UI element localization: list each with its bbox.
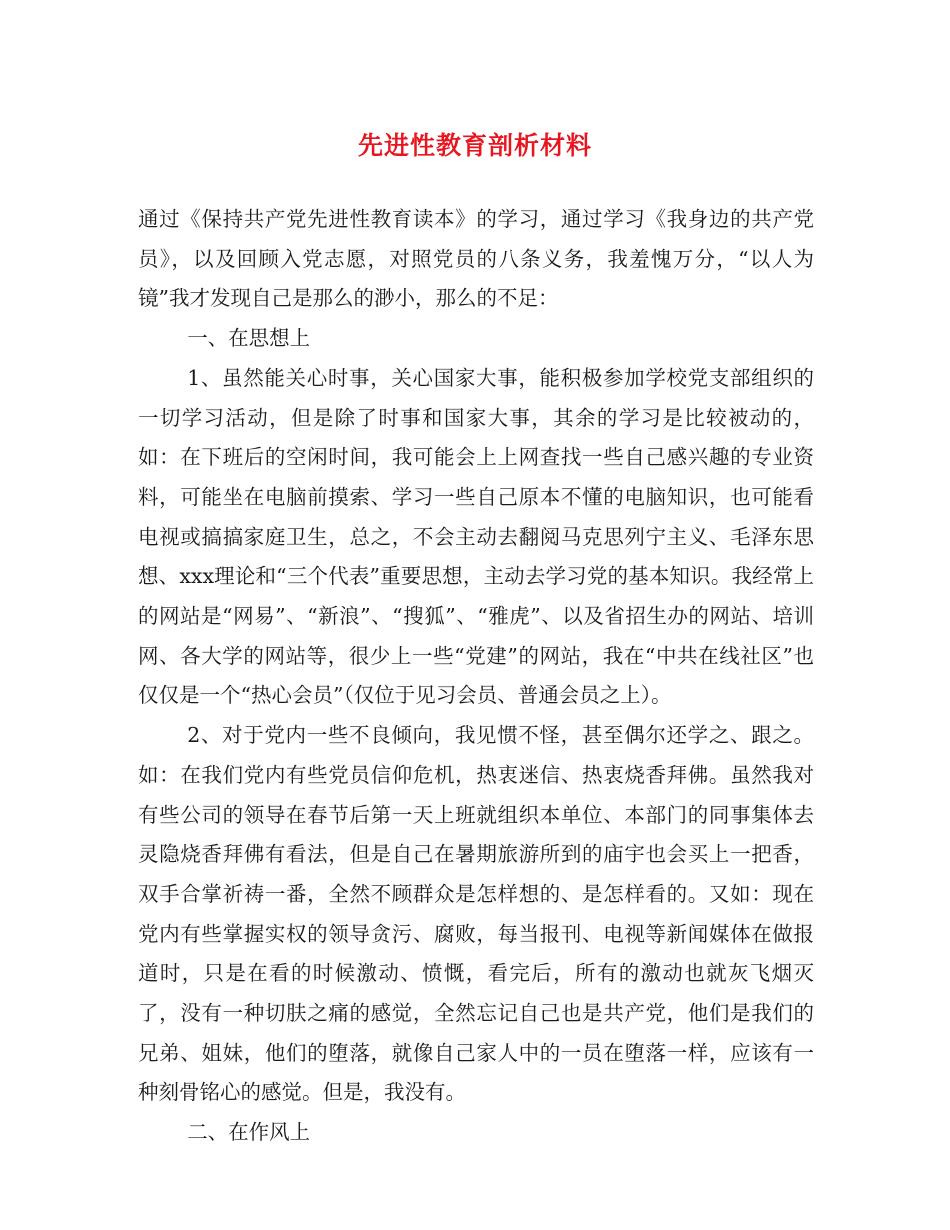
intro-paragraph: 通过《保持共产党先进性教育读本》的学习，通过学习《我身边的共产党员》，以及回顾入党志愿，对照党员的八条义务，我羞愧万分，“以人为镜”我才发现自己是那么的渺小，那么的不足： bbox=[138, 207, 814, 311]
paragraph-point-1: 1、虽然能关心时事，关心国家大事，能积极参加学校党支部组织的一切学习活动，但是除了时事和国家大事，其余的学习是比较被动的，如：在下班后的空闲时间，我可能会上上网查找一些自己感兴趣的专业资料，可能坐在电脑前摸索、学习一些自己原本不懂的电脑知识，也可能看电视或搞搞家庭卫生，总之，不会主动去翻阅马克思列宁主义、毛泽东思想、xxx理论和“三个代表”重要思想，主动去学习党的基本知识。我经常上的网站是“网易”、“新浪”、“搜狐”、“雅虎”、以及省招生办的网站、培训网、各大学的网站等，很少上一些“党建”的网站，我在“中共在线社区”也仅仅是一个“热心会员”（仅位于见习会员、普通会员之上）。 bbox=[138, 365, 814, 708]
section-heading-style: 二、在作风上 bbox=[187, 1120, 311, 1145]
paragraph-point-2: 2、对于党内一些不良倾向，我见惯不怪，甚至偶尔还学之、跟之。如：在我们党内有些党员信仰危机，热衷迷信、热衷烧香拜佛。虽然我对有些公司的领导在春节后第一天上班就组织本单位、本部门的同事集体去灵隐烧香拜佛有看法，但是自己在暑期旅游所到的庙宇也会买上一把香，双手合掌祈祷一番，全然不顾群众是怎样想的、是怎样看的。又如：现在党内有些掌握实权的领导贪污、腐败，每当报刊、电视等新闻媒体在做报道时，只是在看的时候激动、愤慨，看完后，所有的激动也就灰飞烟灭了，没有一种切肤之痛的感觉，全然忘记自己也是共产党，他们是我们的兄弟、姐妹，他们的堕落，就像自己家人中的一员在堕落一样，应该有一种刻骨铭心的感觉。但是，我没有。 bbox=[138, 723, 814, 1105]
section-heading-thought: 一、在思想上 bbox=[187, 326, 311, 351]
document-title: 先进性教育剖析材料 bbox=[357, 131, 592, 160]
document-body bbox=[138, 200, 814, 1153]
